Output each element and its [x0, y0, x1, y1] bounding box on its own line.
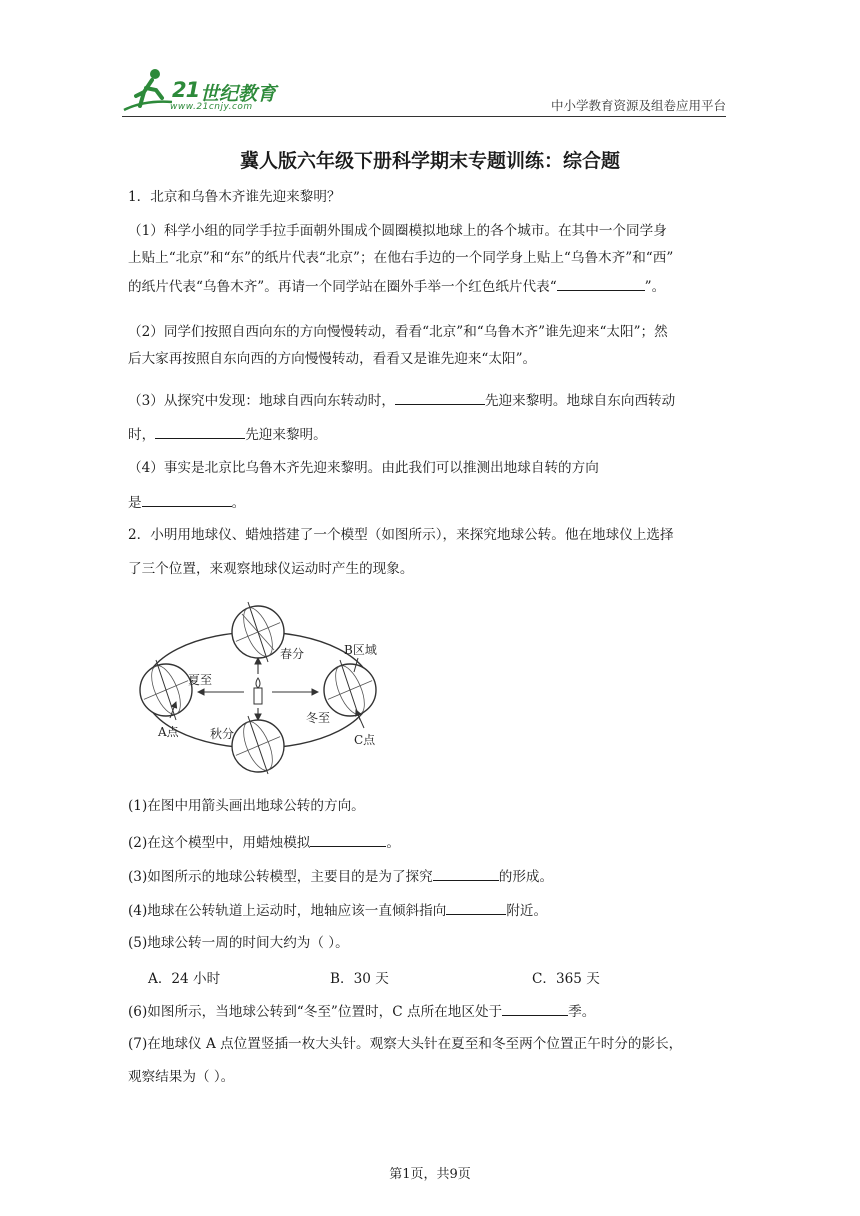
label-summer: 夏至	[188, 673, 213, 687]
q2-sub3-text-b: 的形成。	[498, 869, 554, 885]
page-number: 第1页，共9页	[389, 1167, 471, 1182]
q1-stem: 1．北京和乌鲁木齐谁先迎来黎明？	[128, 189, 341, 205]
q2-sub6-text-b: 季。	[568, 1004, 596, 1020]
label-c-point: C点	[354, 733, 376, 747]
q1-p3-text-c: 时，	[128, 427, 156, 443]
q2-sub3-text-a: (3)如图所示的地球公转模型，主要目的是为了探究	[128, 869, 433, 885]
logo-url: www.21cnjy.com	[170, 102, 253, 112]
q1-p3-line2	[128, 424, 732, 444]
q2-stem-line2: 了三个位置，来观察地球仪运动时产生的现象。	[128, 561, 414, 577]
answer-blank[interactable]	[395, 390, 485, 405]
option-b: B．30 天	[330, 971, 389, 987]
q1-p3-text-a: （3）从探究中发现：地球自西向东转动时，	[128, 393, 395, 409]
q1-p1-line2: 上贴上“北京”和“东”的纸片代表“北京”；在他右手边的一个同学身上贴上“乌鲁木齐”和“西”	[128, 250, 674, 266]
globe-spring-icon	[232, 602, 284, 662]
q1-p4-line2	[128, 492, 732, 512]
q2-stem-line1: 2．小明用地球仪、蜡烛搭建了一个模型（如图所示），来探究地球公转。他在地球仪上选择	[128, 527, 674, 543]
answer-blank[interactable]	[446, 900, 506, 915]
logo-text: 世纪教育	[200, 83, 277, 105]
candle-icon	[254, 678, 262, 704]
globe-winter-icon	[324, 660, 376, 720]
platform-name: 中小学教育资源及组卷应用平台	[550, 98, 726, 113]
orbit-diagram	[130, 600, 400, 776]
q1-p3-text-d: 先迎来黎明。	[245, 427, 327, 443]
q2-sub3	[128, 866, 732, 886]
earth-orbit-figure	[130, 600, 400, 776]
q2-sub6-text-a: (6)如图所示，当地球公转到“冬至”位置时，C 点所在地区处于	[128, 1004, 503, 1020]
q1-p4-line1: （4）事实是北京比乌鲁木齐先迎来黎明。由此我们可以推测出地球自转的方向	[128, 460, 599, 476]
page-title: 冀人版六年级下册科学期末专题训练：综合题	[239, 150, 620, 172]
q2-sub2	[128, 832, 732, 852]
q1-p1-line3	[128, 276, 732, 296]
q1-p3-line1	[128, 390, 732, 410]
q2-sub2-text-a: (2)在这个模型中，用蜡烛模拟	[128, 835, 311, 851]
option-a: A．24 小时	[148, 971, 221, 987]
answer-blank[interactable]	[557, 276, 645, 291]
label-a-point: A点	[158, 725, 179, 739]
q1-p2-line2: 后大家再按照自东向西的方向慢慢转动，看看又是谁先迎来“太阳”。	[128, 351, 537, 367]
answer-blank[interactable]	[310, 832, 386, 847]
label-winter: 冬至	[306, 711, 331, 725]
q1-p4-text-a: 是	[128, 495, 142, 511]
header-divider	[122, 116, 726, 117]
q2-sub1: (1)在图中用箭头画出地球公转的方向。	[128, 798, 365, 814]
q2-sub6	[128, 1001, 732, 1021]
label-b-region: B区域	[344, 643, 377, 657]
option-c: C．365 天	[532, 971, 600, 987]
q2-sub2-text-b: 。	[386, 835, 400, 851]
q2-sub5: (5)地球公转一周的时间大约为（ ）。	[128, 935, 349, 951]
answer-blank[interactable]	[502, 1001, 568, 1016]
q1-p2-line1: （2）同学们按照自西向东的方向慢慢转动，看看“北京”和“乌鲁木齐”谁先迎来“太阳”；然	[128, 324, 668, 340]
logo-number: 21	[172, 78, 200, 102]
page-header	[122, 62, 726, 118]
q1-p1-text-a: 的纸片代表“乌鲁木齐”。再请一个同学站在圈外手举一个红色纸片代表“	[128, 279, 557, 295]
q2-sub4-text-a: (4)地球在公转轨道上运动时，地轴应该一直倾斜指向	[128, 903, 447, 919]
globe-summer-icon	[140, 660, 192, 720]
answer-blank[interactable]	[433, 866, 499, 881]
q1-p4-text-b: 。	[231, 495, 246, 511]
label-autumn: 秋分	[210, 727, 235, 741]
q2-sub4-text-b: 附近。	[506, 903, 548, 919]
q1-p1-text-b: ”。	[644, 279, 666, 295]
q1-p3-text-b: 先迎来黎明。地球自东向西转动	[484, 393, 676, 409]
globe-autumn-icon	[232, 716, 284, 774]
q1-p1-line1: （1）科学小组的同学手拉手面朝外围成个圆圈模拟地球上的各个城市。在其中一个同学身	[128, 223, 667, 239]
answer-blank[interactable]	[155, 424, 245, 439]
q2-sub7-line1: (7)在地球仪 A 点位置竖插一枚大头针。观察大头针在夏至和冬至两个位置正午时分的影长，	[128, 1036, 683, 1052]
logo	[122, 66, 302, 112]
answer-blank[interactable]	[142, 492, 232, 507]
runner-logo-icon	[122, 66, 174, 112]
q2-sub7-line2: 观察结果为（ ）。	[128, 1069, 235, 1085]
label-spring: 春分	[280, 647, 305, 661]
q2-sub4	[128, 900, 732, 920]
